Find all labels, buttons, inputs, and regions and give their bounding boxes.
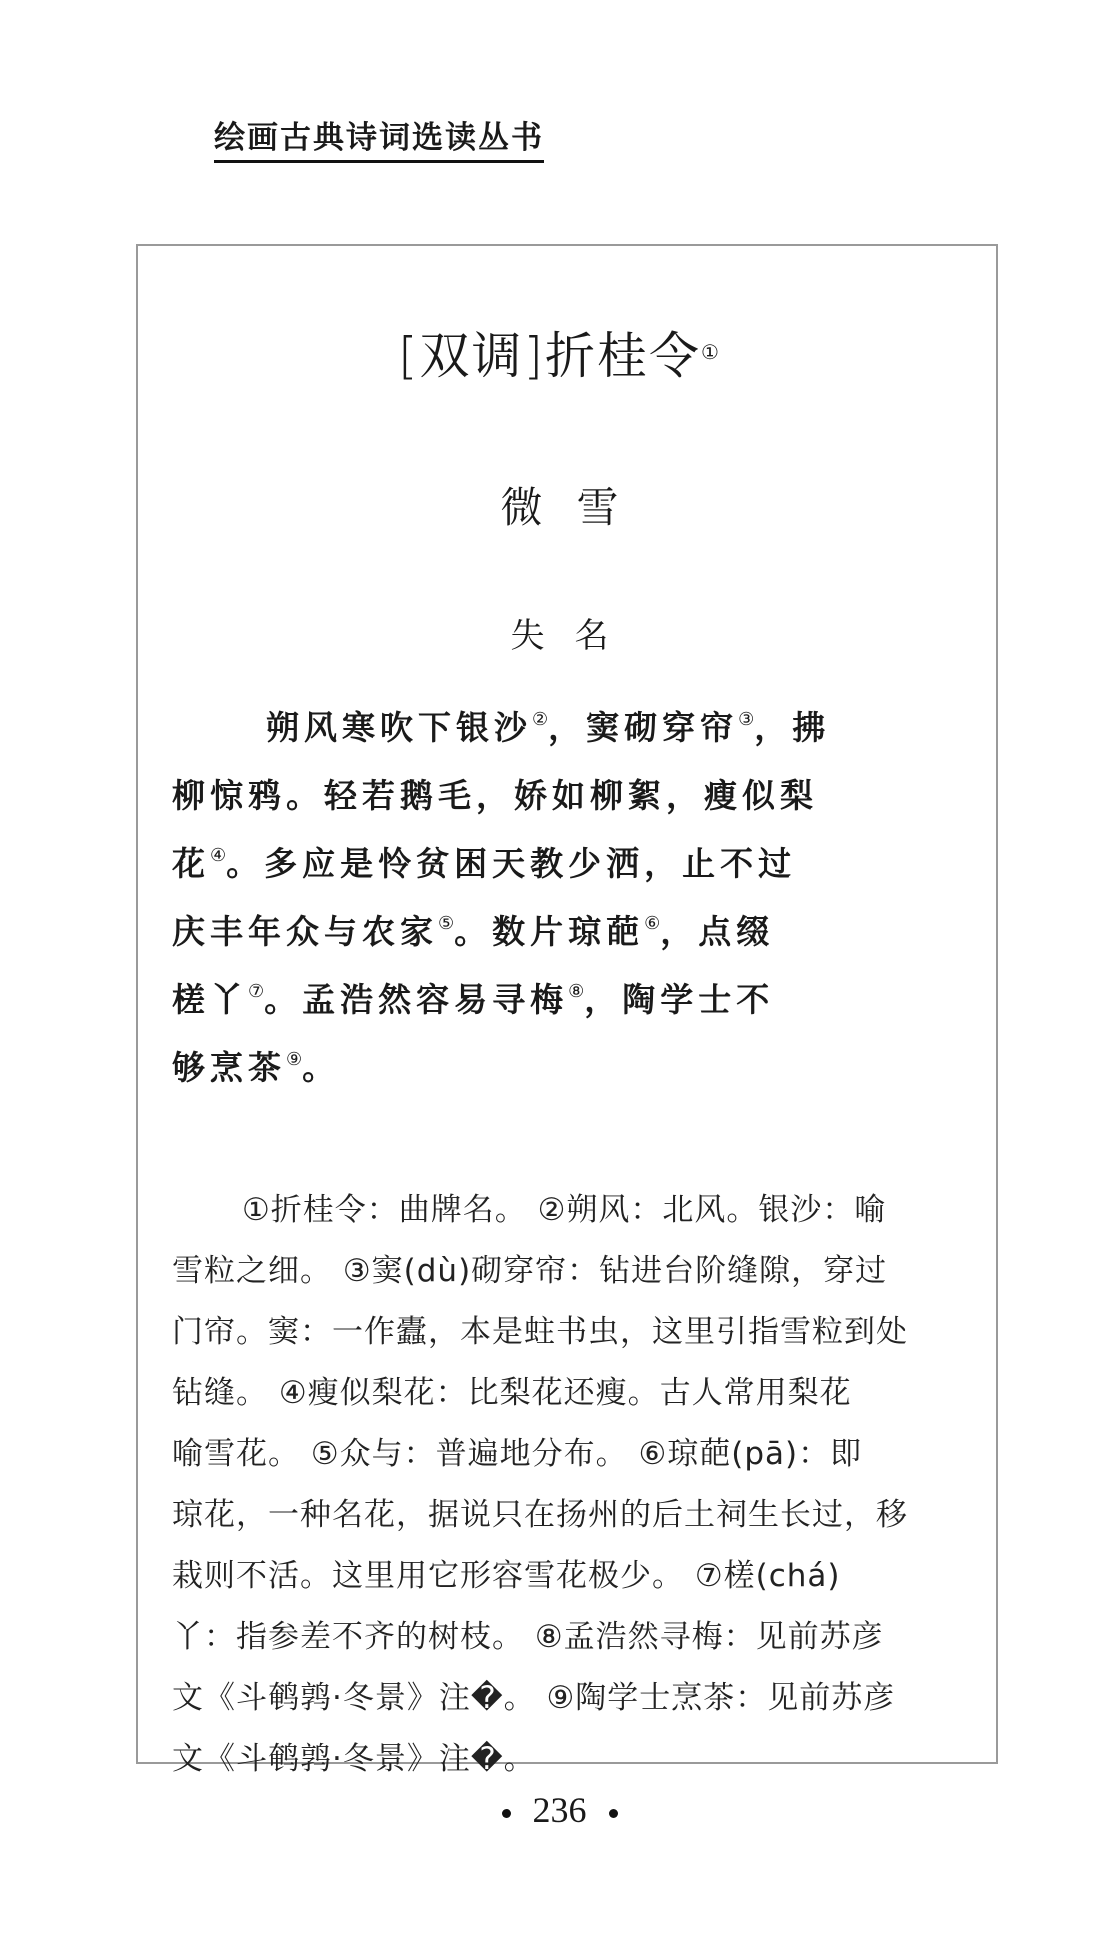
footnote-mark: ⑨ xyxy=(286,1049,303,1070)
poem-line xyxy=(172,898,962,966)
poem-line xyxy=(172,762,962,830)
series-title: 绘画古典诗词选读丛书 xyxy=(214,118,544,163)
poem-text: ，陶学士不 xyxy=(584,980,775,1019)
annotations xyxy=(172,1180,962,1790)
poem-line xyxy=(172,694,962,762)
poem-body xyxy=(172,694,962,1102)
poem-text: 够烹茶 xyxy=(172,1048,286,1087)
note-line: 雪粒之细。 ③窦(dù)砌穿帘：钻进台阶缝隙，穿过 xyxy=(172,1253,888,1289)
poem-text: 。 xyxy=(302,1048,341,1087)
poem-text: ，点缀 xyxy=(660,912,775,951)
bullet-dot-icon xyxy=(502,1809,511,1818)
note-line: 文《斗鹌鹑·冬景》注�。 xyxy=(172,1741,536,1777)
footnote-mark: ③ xyxy=(738,709,755,730)
poem-text: 槎丫 xyxy=(172,980,248,1019)
poem-line xyxy=(172,966,962,1034)
note-line: 喻雪花。 ⑤众与：普遍地分布。 ⑥琼葩(pā)：即 xyxy=(172,1436,863,1472)
bullet-dot-icon xyxy=(609,1809,618,1818)
poem-text: 。孟浩然容易寻梅 xyxy=(264,980,569,1019)
poem-text: ，拂 xyxy=(754,708,831,747)
note-line: 栽则不活。这里用它形容雪花极少。 ⑦槎(chá) xyxy=(172,1558,841,1594)
note-line: 门帘。窦：一作蠹，本是蛀书虫，这里引指雪粒到处 xyxy=(172,1314,908,1350)
note-line: ①折桂令：曲牌名。 ②朔风：北风。银沙：喻 xyxy=(242,1192,887,1228)
poem-line xyxy=(172,830,962,898)
poem-text: 朔风寒吹下银沙 xyxy=(266,708,532,747)
poem-title: 微雪 xyxy=(500,483,653,532)
tune-title-text: [双调]折桂令 xyxy=(398,327,702,385)
note-line: 琼花，一种名花，据说只在扬州的后土祠生长过，移 xyxy=(172,1497,908,1533)
poem-text: 花 xyxy=(172,844,210,883)
tune-footnote-mark: ① xyxy=(701,340,721,364)
note-line: 丫：指参差不齐的树枝。 ⑧孟浩然寻梅：见前苏彦 xyxy=(172,1619,884,1655)
note-line: 钻缝。 ④瘦似梨花：比梨花还瘦。古人常用梨花 xyxy=(172,1375,852,1411)
page-number xyxy=(0,1788,1119,1832)
page-number-text: 236 xyxy=(532,1790,587,1830)
footnote-mark: ⑥ xyxy=(644,913,661,934)
poem-text: 庆丰年众与农家 xyxy=(172,912,438,951)
tune-title xyxy=(0,326,1119,386)
footnote-mark: ④ xyxy=(210,845,227,866)
author: 失名 xyxy=(510,616,639,656)
poem-text: 。多应是怜贫困天教少洒，止不过 xyxy=(226,844,797,883)
footnote-mark: ② xyxy=(532,709,549,730)
poem-text: ，窦砌穿帘 xyxy=(548,708,739,747)
footnote-mark: ⑤ xyxy=(438,913,455,934)
note-line: 文《斗鹌鹑·冬景》注�。 ⑨陶学士烹茶：见前苏彦 xyxy=(172,1680,896,1716)
footnote-mark: ⑧ xyxy=(568,981,585,1002)
poem-text: 柳惊鸦。轻若鹅毛，娇如柳絮，瘦似梨 xyxy=(172,776,818,815)
footnote-mark: ⑦ xyxy=(248,981,265,1002)
poem-text: 。数片琼葩 xyxy=(454,912,645,951)
poem-line xyxy=(172,1034,962,1102)
